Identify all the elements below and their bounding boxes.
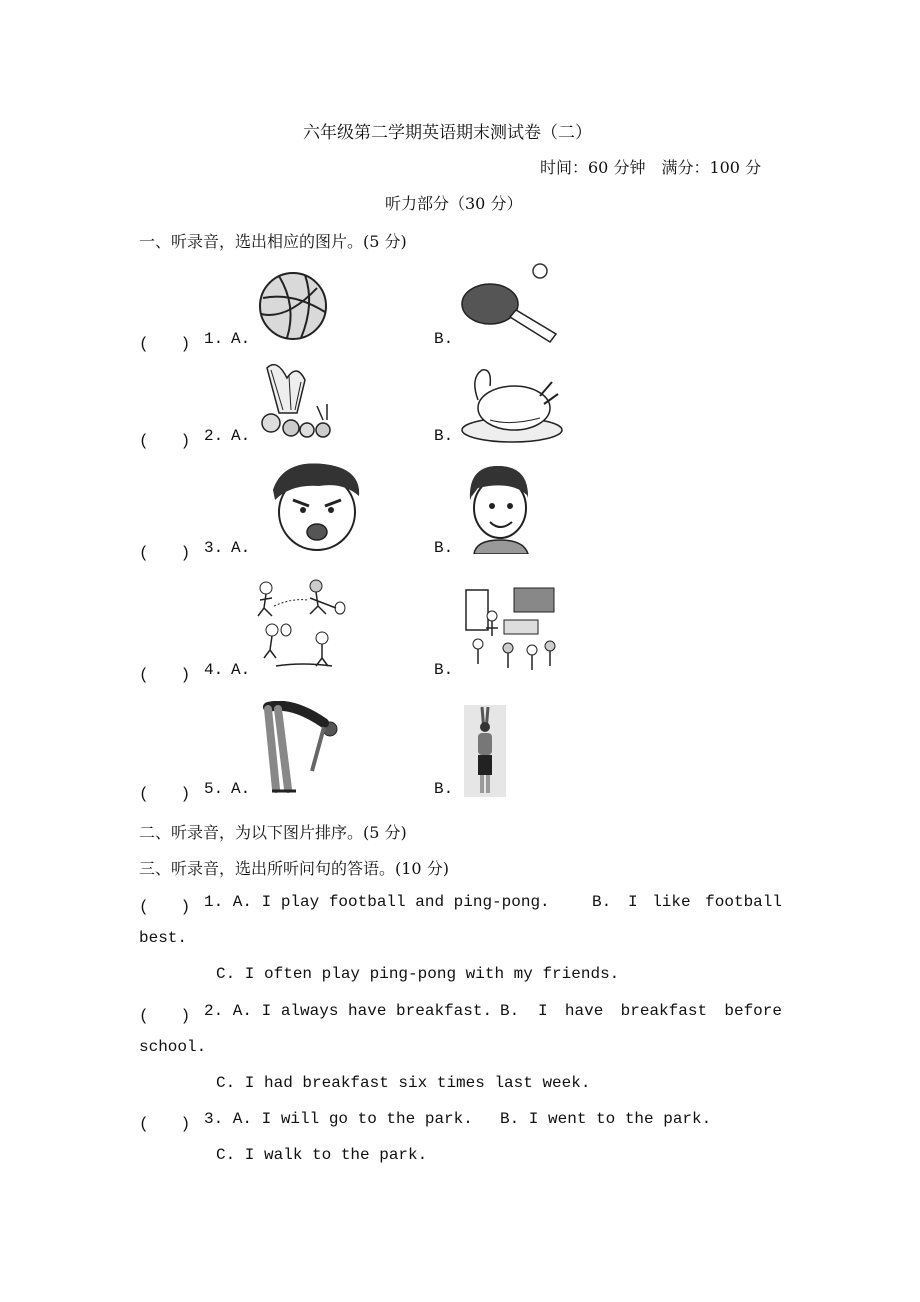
item3-option-a: A. [231,539,251,557]
classroom-children-image [464,586,558,674]
item2-option-b: B. [434,427,454,445]
item5-paren: ( ) [139,785,191,803]
q2-option-c: C. I had breakfast six times last week. [216,1074,591,1092]
item4-option-a: A. [231,661,251,679]
item3-paren: ( ) [139,544,191,562]
q1-b-word: football [705,893,782,911]
item2-num: 2. [204,427,224,445]
q2-b-word: before [724,1002,782,1020]
part3-heading: 三、听录音，选出所听问句的答语。(10 分) [139,859,449,878]
item1-option-a: A. [231,330,251,348]
part2-heading: 二、听录音，为以下图片排序。(5 分) [139,823,407,842]
q2-paren: ( ) [139,1007,191,1025]
q1-b-word: I [628,893,638,911]
q1-option-b-text [628,893,782,911]
q3-option-c: C. I walk to the park. [216,1146,428,1164]
stretching-woman-image [464,705,506,797]
q2-b-word: have [564,1002,604,1020]
q2-option-b-continued: school. [139,1038,207,1056]
item5-option-a: A. [231,780,251,798]
q2-option-b-label: B. [500,1002,520,1020]
page-title: 六年级第二学期英语期末测试卷（二） [303,123,592,143]
item2-paren: ( ) [139,432,191,450]
item4-paren: ( ) [139,666,191,684]
item4-option-b: B. [434,661,454,679]
item2-option-a: A. [231,427,251,445]
item1-paren: ( ) [139,335,191,353]
q2-b-word: breakfast [620,1002,708,1020]
q1-option-a: 1. A. I play football and ping-pong. [204,893,550,911]
ping-pong-image [460,262,560,348]
item5-option-b: B. [434,780,454,798]
item3-num: 3. [204,539,224,557]
item3-option-b: B. [434,539,454,557]
sports-children-image [252,578,352,670]
roast-chicken-image [460,360,564,444]
happy-boy-image [466,462,532,554]
part1-heading: 一、听录音，选出相应的图片。(5 分) [139,232,407,251]
bending-woman-image [262,701,340,793]
item1-option-b: B. [434,330,454,348]
q1-b-word: like [652,893,691,911]
q1-paren: ( ) [139,898,191,916]
basketball-image [257,270,329,342]
angry-boy-image [263,460,367,552]
q3-paren: ( ) [139,1115,191,1133]
vegetables-image [257,358,343,444]
q2-option-b-text [538,1002,782,1020]
q1-option-c: C. I often play ping-pong with my friends. [216,965,620,983]
q1-option-b-continued: best. [139,929,188,947]
section-title: 听力部分（30 分） [385,194,523,213]
q3-option-a: 3. A. I will go to the park. [204,1110,473,1128]
item5-num: 5. [204,780,224,798]
q1-option-b-label: B. [592,893,612,911]
time-info: 时间：60 分钟 满分：100 分 [540,158,762,177]
item1-num: 1. [204,330,224,348]
q2-option-a: 2. A. I always have breakfast. [204,1002,493,1020]
q3-option-b: B. I went to the park. [500,1110,712,1128]
q2-b-word: I [538,1002,548,1020]
item4-num: 4. [204,661,224,679]
